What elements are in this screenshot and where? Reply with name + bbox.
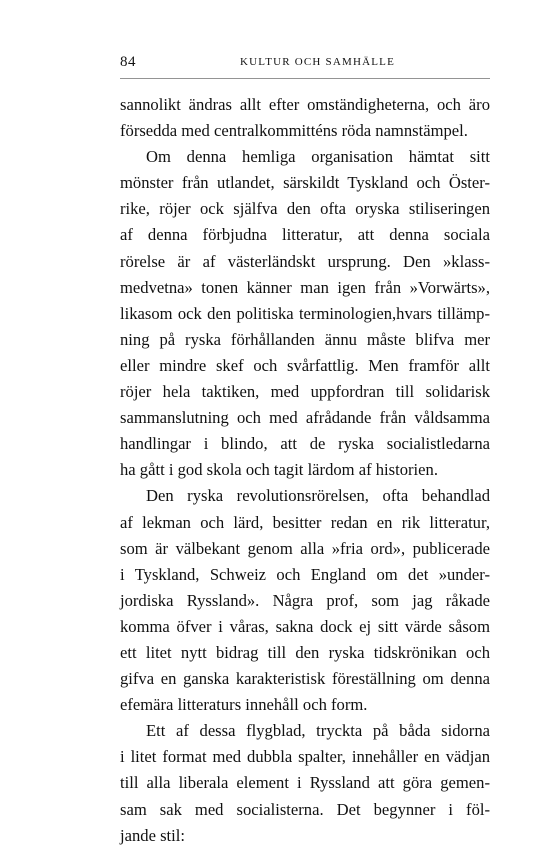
text-line: jande stil:	[120, 825, 185, 845]
text-line: ning på ryska förhållanden ännu måste blifva mer	[120, 329, 490, 349]
text-line: efemära litteraturs innehåll och form.	[120, 695, 368, 715]
text-line: röjer hela taktiken, med uppfordran till solidarisk	[120, 382, 490, 402]
text-line: likasom ock den politiska terminologien,hvars tillämp-	[120, 303, 490, 323]
text-line: i litet format med dubbla spalter, innehåller en vädjan	[120, 747, 490, 767]
body-text	[120, 92, 490, 849]
text-line: mönster från utlandet, särskildt Tyskland och Öster-	[120, 173, 490, 193]
text-line: af lekman och lärd, besitter redan en rik litteratur,	[120, 512, 490, 532]
page-number: 84	[120, 54, 136, 70]
text-line: komma öfver i våras, sakna dock ej sitt värde såsom	[120, 616, 490, 636]
text-line: i Tyskland, Schweiz och England om det »under-	[120, 564, 490, 584]
text-line: Om denna hemliga organisation hämtat sitt	[146, 147, 490, 167]
text-line: handlingar i blindo, att de ryska socialistledarna	[120, 434, 490, 454]
text-line: som är välbekant genom alla »fria ord», publicerade	[120, 538, 490, 558]
text-line: Ett af dessa flygblad, tryckta på båda sidorna	[146, 721, 490, 741]
text-line: af denna förbjudna litteratur, att denna sociala	[120, 225, 490, 245]
text-line: Den ryska revolutionsrörelsen, ofta behandlad	[146, 486, 490, 506]
text-line: sam sak med socialisterna. Det begynner i föl-	[120, 799, 490, 819]
text-line: rike, röjer ock själfva den ofta oryska stiliseringen	[120, 199, 490, 219]
text-line: sammanslutning och med afrådande från våldsamma	[120, 408, 490, 428]
text-line: ha gått i god skola och tagit lärdom af historien.	[120, 460, 438, 480]
text-line: jordiska Ryssland». Några prof, som jag råkade	[120, 590, 490, 610]
text-line: medvetna» tonen känner man igen från »Vorwärts»,	[120, 277, 490, 297]
text-line: sannolikt ändras allt efter omständigheterna, och äro	[120, 95, 490, 114]
text-line: till alla liberala element i Ryssland att göra gemen-	[120, 773, 490, 793]
running-head: KULTUR OCH SAMHÄLLE	[240, 56, 396, 68]
text-line: försedda med centralkommitténs röda namnstämpel.	[120, 121, 468, 141]
text-line: gifva en ganska karakteristisk föreställning om denna	[120, 669, 490, 689]
text-line: ett litet nytt bidrag till den ryska tidskrönikan och	[120, 642, 490, 662]
page-header	[120, 54, 490, 74]
text-line: eller mindre skef och svårfattlig. Men framför allt	[120, 355, 490, 375]
header-rule	[120, 78, 490, 79]
text-line: rörelse är af västerländskt ursprung. Den »klass-	[120, 251, 490, 271]
